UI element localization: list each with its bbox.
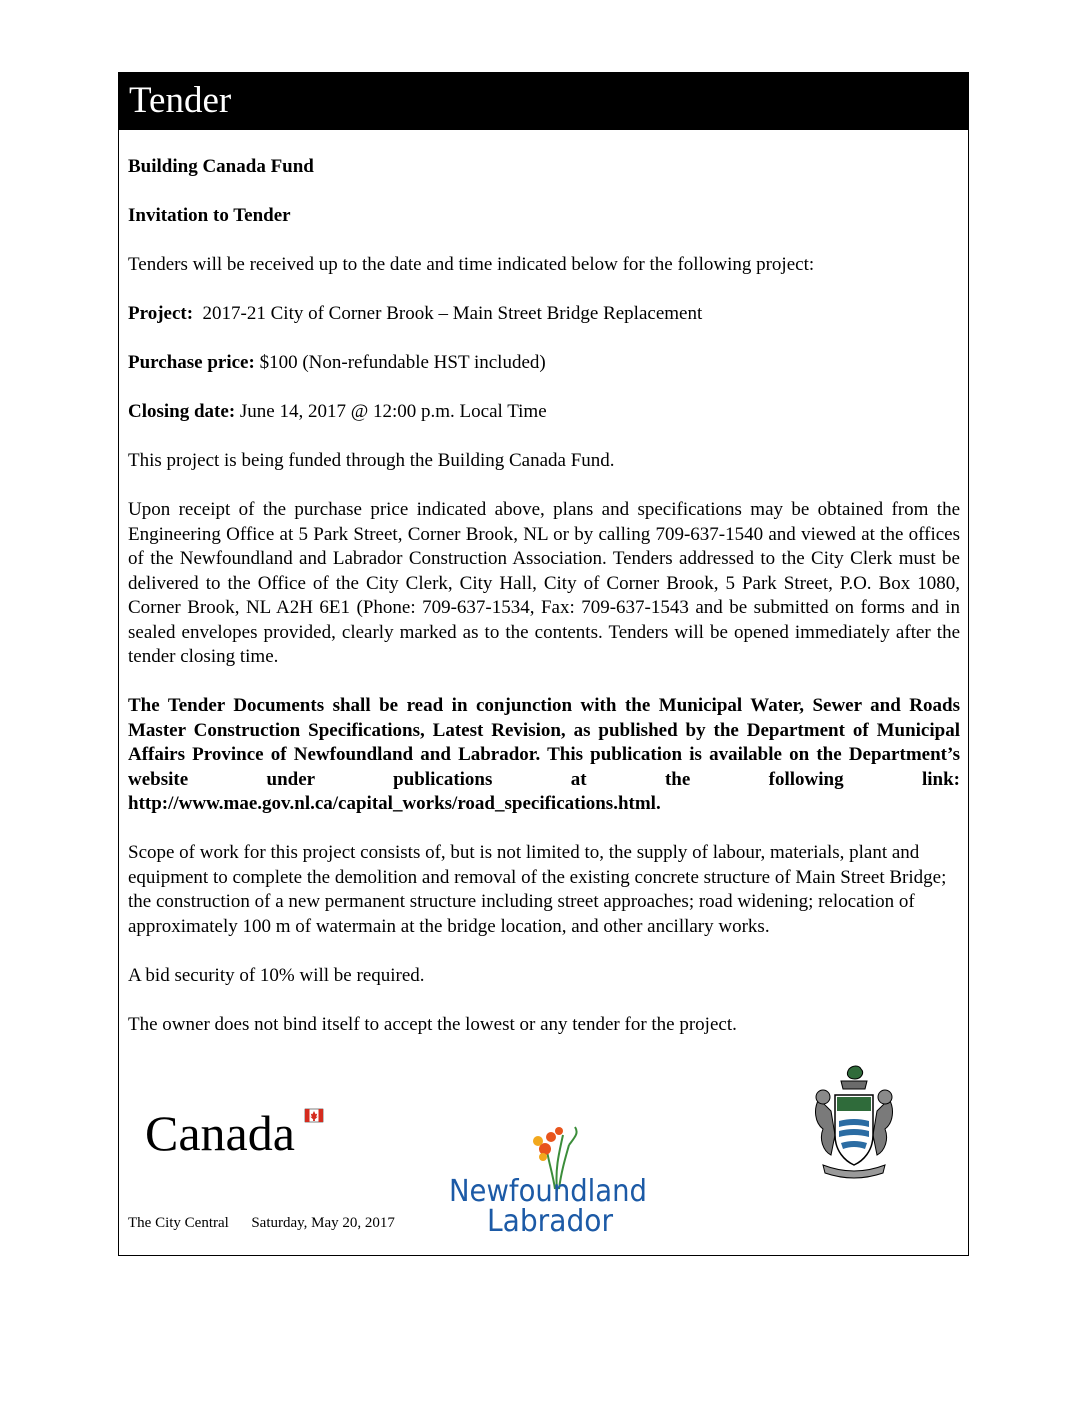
newfoundland-labrador-logo [447, 1123, 657, 1235]
closing-label: Closing date: [128, 401, 236, 422]
tender-notice [118, 72, 969, 1256]
project-value: 2017-21 City of Corner Brook – Main Street Bridge Replacement [202, 303, 703, 324]
maple-flag-icon [305, 1109, 323, 1122]
publication-date: Saturday, May 20, 2017 [251, 1215, 395, 1231]
closing-line [128, 400, 960, 425]
closing-value: June 14, 2017 @ 12:00 p.m. Local Time [239, 401, 547, 422]
price-line [128, 351, 960, 376]
nl-logo-line2: Labrador [487, 1204, 614, 1235]
nl-logo-line1: Newfoundland [449, 1174, 647, 1209]
project-line [128, 302, 960, 327]
project-label: Project: [128, 303, 194, 324]
spec-notice-paragraph: The Tender Documents shall be read in conjunction with the Municipal Water, Sewer and Roads Master Construction Specifications, Latest Revision, as published by the Department of Municipal Affairs Province of Newfoundland and Labrador. This publication is available on the Department’s website under publications at the following link: http://www.mae.gov.nl.ca/capital_works/road_specifications.html. [128, 695, 960, 814]
price-value: $100 (Non-refundable HST included) [259, 352, 546, 373]
security-paragraph: A bid security of 10% will be required. [128, 964, 425, 986]
notice-body [128, 155, 960, 1062]
intro-paragraph: Tenders will be received up to the date and time indicated below for the following project: [128, 254, 815, 275]
receipt-paragraph: Upon receipt of the purchase price indicated above, plans and specifications may be obtained from the Engineering Office at 5 Park Street, Corner Brook, NL or by calling 709-637-1540 and viewed at the offices of the Newfoundland and Labrador Construction Association. Tenders addressed to the City Clerk must be delivered to the Office of the City Clerk, City Hall, City of Corner Brook, 5 Park Street, P.O. Box 1080, Corner Brook, NL A2H 6E1 (Phone: 709-637-1534, Fax: 709-637-1543 and be submitted on forms and in sealed envelopes provided, clearly marked as to the contents. Tenders will be opened immediately after the tender closing time. [128, 499, 960, 667]
canada-wordmark-logo [145, 1103, 335, 1155]
fund-heading: Building Canada Fund [128, 156, 314, 177]
publication-name: The City Central [128, 1215, 229, 1231]
funding-paragraph: This project is being funded through the Building Canada Fund. [128, 450, 615, 471]
city-coat-of-arms-icon [809, 1065, 899, 1187]
page-title: Tender [129, 80, 232, 121]
owner-paragraph: The owner does not bind itself to accept the lowest or any tender for the project. [128, 1013, 737, 1035]
canada-wordmark-text: Canada [145, 1105, 295, 1155]
invitation-heading: Invitation to Tender [128, 205, 291, 226]
title-banner [119, 73, 968, 130]
scope-paragraph: Scope of work for this project consists of, but is not limited to, the supply of labour, materials, plant and equipment to complete the demolition and removal of the existing concrete structure of Main Street Bridge; the construction of a new permanent structure including street approaches; road widening; relocation of approximately 100 m of watermain at the bridge location, and other ancillary works. [128, 842, 947, 937]
price-label: Purchase price: [128, 352, 255, 373]
footer-line [128, 1213, 395, 1233]
